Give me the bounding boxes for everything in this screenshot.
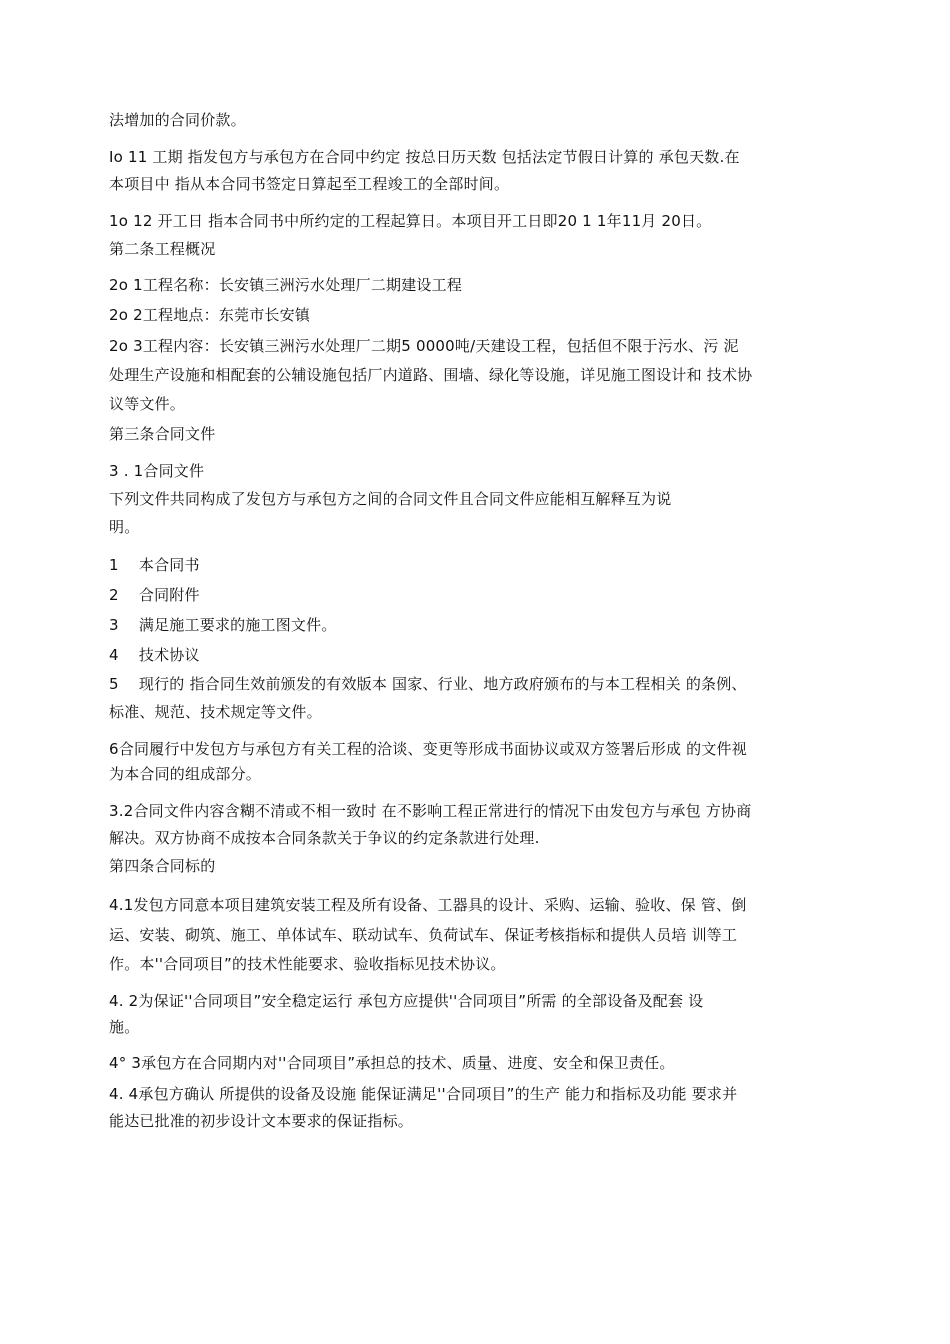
text-line: 2o 2工程地点：东莞市长安镇 [109,306,311,324]
text-line: 议等文件。 [109,395,186,413]
text-line: 4.1发包方同意本项目建筑安装工程及所有设备、工器具的设计、采购、运输、验收、保 管、倒 [109,896,747,914]
text-line: 标准、规范、技术规定等文件。 [109,703,322,721]
section-heading: 第三条合同文件 [109,425,216,443]
list-item: 2 合同附件 [109,586,200,604]
text-line: 3 . 1合同文件 [109,462,205,480]
text-line: 6合同履行中发包方与承包方有关工程的洽谈、变更等形成书面协议或双方签署后形成 的文件视 [109,740,747,758]
text-line: 本项目中 指从本合同书签定日算起至工程竣工的全部时间。 [109,175,510,193]
list-item: 1 本合同书 [109,556,200,574]
text-line: 解决。双方协商不成按本合同条款关于争议的约定条款进行处理. [109,829,540,847]
text-line: 4. 2为保证''合同项目”安全稳定运行 承包方应提供''合同项目”所需 的全部设备及配套 设 [109,992,704,1010]
text-line: 2o 1工程名称：长安镇三洲污水处理厂二期建设工程 [109,276,463,294]
text-line: 4. 4承包方确认 所提供的设备及设施 能保证满足''合同项目”的生产 能力和指标及功能 要求并 [109,1085,738,1103]
text-line: 为本合同的组成部分。 [109,765,262,783]
list-item: 3 满足施工要求的施工图文件。 [109,616,337,634]
text-line: 3.2合同文件内容含糊不清或不相一致时 在不影响工程正常进行的情况下由发包方与承包 方协商 [109,802,752,820]
text-line: 能达已批准的初步设计文本要求的保证指标。 [109,1112,414,1130]
text-line: 2o 3工程内容：长安镇三洲污水处理厂二期5 0000吨/天建设工程，包括但不限于污水、污 泥 [109,337,739,355]
text-line: 下列文件共同构成了发包方与承包方之间的合同文件且合同文件应能相互解释互为说 [109,490,672,508]
text-line: 明。 [109,518,140,536]
list-item: 5 现行的 指合同生效前颁发的有效版本 国家、行业、地方政府颁布的与本工程相关 的条例、 [109,675,747,693]
text-line: Io 11 工期 指发包方与承包方在合同中约定 按总日历天数 包括法定节假日计算的 承包天数.在 [109,148,740,166]
list-item: 4 技术协议 [109,646,200,664]
text-line: 1o 12 开工日 指本合同书中所约定的工程起算日。本项目开工日即20 1 1年11月 20日。 [109,212,712,230]
text-line: 作。本''合同项目”的技术性能要求、验收指标见技术协议。 [109,955,506,973]
text-line: 法增加的合同价款。 [109,111,246,129]
text-line: 运、安装、砌筑、施工、单体试车、联动试车、负荷试车、保证考核指标和提供人员培 训等工 [109,926,738,944]
text-line: 处理生产设施和相配套的公辅设施包括厂内道路、围墙、绿化等设施，详见施工图设计和 技术协 [109,366,753,384]
section-heading: 第二条工程概况 [109,240,216,258]
text-line: 4° 3承包方在合同期内对''合同项目”承担总的技术、质量、进度、安全和保卫责任。 [109,1054,675,1072]
text-line: 施。 [109,1018,140,1036]
section-heading: 第四条合同标的 [109,857,216,875]
